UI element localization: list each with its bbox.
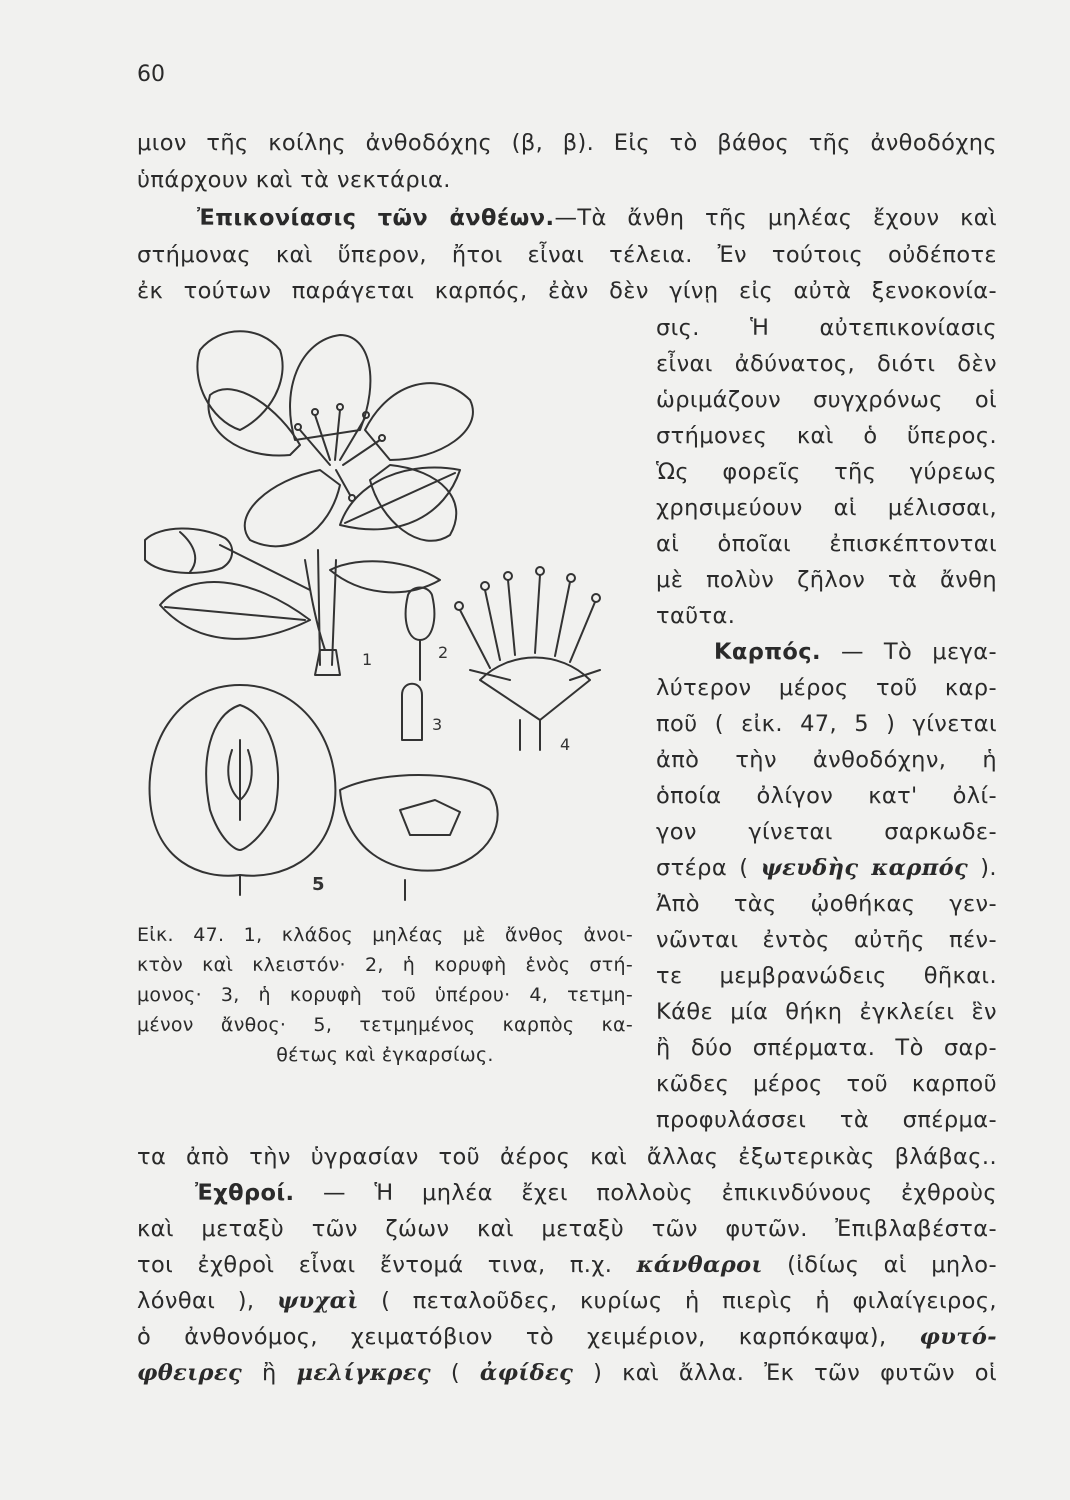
section-heading-pollination: Ἐπικονίασις τῶν ἀνθέων. bbox=[197, 205, 555, 231]
text-line bbox=[656, 853, 997, 883]
text-line bbox=[137, 1286, 997, 1316]
figure-caption-line: μονος· 3, ἡ κορυφὴ τοῦ ὑπέρου· 4, τετμη- bbox=[137, 984, 633, 1006]
fruit-longitudinal-section bbox=[150, 685, 336, 876]
text-line: ἢ δύο σπέρματα. Τὸ σαρ- bbox=[656, 1035, 997, 1061]
text-line: αἱ ὁποῖαι ἐπισκέπτονται bbox=[656, 531, 997, 557]
text-line: ὡριμάζουν συγχρόνως οἱ bbox=[656, 387, 997, 413]
text-line: ποῦ ( εἰκ. 47, 5 ) γίνεται bbox=[656, 711, 997, 737]
term-plant-lice-cont: φθειρες bbox=[137, 1360, 243, 1386]
text-line: τε μεμβρανώδεις θῆκαι. bbox=[656, 963, 997, 989]
flower-petal bbox=[245, 470, 340, 546]
term-aphid-melikres: μελίγκρες bbox=[296, 1360, 431, 1386]
text-line: μιον τῆς κοίλης ἀνθοδόχης (β, β). Εἰς τὸ βάθος τῆς ἀνθοδόχης bbox=[137, 130, 997, 156]
text-line: μὲ πολὺν ζῆλον τὰ ἄνθη bbox=[656, 567, 997, 593]
text-line: Κάθε μία θήκη ἐγκλείει ἓν bbox=[656, 999, 997, 1025]
branch-stem bbox=[305, 550, 336, 665]
text-span: ἢ bbox=[242, 1360, 297, 1386]
flower-petal bbox=[208, 389, 300, 455]
text-line bbox=[137, 1178, 997, 1208]
section-heading-fruit: Καρπός. bbox=[714, 639, 821, 665]
text-span: ( bbox=[430, 1360, 480, 1386]
stamen-tip bbox=[406, 588, 435, 641]
cut-flower bbox=[480, 658, 590, 721]
text-line: στήμονες καὶ ὁ ὕπερος. bbox=[656, 423, 997, 449]
flower-petal bbox=[290, 335, 370, 440]
text-span: ) καὶ ἄλλα. Ἐκ τῶν φυτῶν οἱ bbox=[573, 1360, 997, 1386]
text-line: εἶναι ἀδύνατος, διότι δὲν bbox=[656, 351, 997, 377]
figure-label-5: 5 bbox=[312, 874, 325, 895]
text-line: καὶ μεταξὺ τῶν ζώων καὶ μεταξὺ τῶν φυτῶν. Ἐπιβλαβέστα- bbox=[137, 1216, 997, 1242]
text-span: ὁ ἀνθονόμος, χειματόβιον τὸ χειμέριον, καρπόκαψα), bbox=[137, 1324, 920, 1350]
figure-caption-line: μένον ἄνθος· 5, τετμημένος καρπὸς κα- bbox=[137, 1014, 633, 1036]
text-line: ὑπάρχουν καὶ τὰ νεκτάρια. bbox=[137, 167, 451, 193]
figure-caption-line: Εἰκ. 47. 1, κλάδος μηλέας μὲ ἄνθος ἀνοι- bbox=[137, 924, 633, 946]
text-span: — Ἡ μηλέα ἔχει πολλοὺς ἐπικινδύνους ἐχθροὺς bbox=[294, 1180, 997, 1206]
term-plant-lice: φυτό- bbox=[919, 1324, 997, 1350]
text-span: λόνθαι ), bbox=[137, 1288, 277, 1314]
text-line: νῶνται ἐντὸς αὐτῆς πέν- bbox=[656, 927, 997, 953]
section-heading-enemies: Ἐχθροί. bbox=[195, 1180, 295, 1206]
text-line: σις. Ἡ αὐτεπικονίασις bbox=[656, 315, 997, 341]
text-span: ). bbox=[968, 855, 997, 881]
fruit-cross-section bbox=[340, 775, 498, 871]
figure-apple-flower-fruit bbox=[140, 320, 640, 920]
figure-label-3: 3 bbox=[432, 715, 443, 734]
text-line: στήμονας καὶ ὕπερον, ἤτοι εἶναι τέλεια. Ἐν τούτοις οὐδέποτε bbox=[137, 242, 997, 268]
text-span: ( πεταλοῦδες, κυρίως ἡ πιερὶς ἡ φιλαίγειρος, bbox=[358, 1288, 997, 1314]
flower-petal bbox=[365, 383, 473, 460]
text-line bbox=[137, 203, 997, 233]
page-number: 60 bbox=[137, 62, 165, 87]
text-line: Ἀπὸ τὰς ᾠοθήκας γεν- bbox=[656, 891, 997, 917]
text-span: —Τὰ ἄνθη τῆς μηλέας ἔχουν καὶ bbox=[554, 205, 997, 231]
text-span: στέρα ( bbox=[656, 855, 761, 881]
figure-caption-line: θέτως καὶ ἐγκαρσίως. bbox=[276, 1044, 494, 1066]
text-line: ὁποία ὀλίγον κατ' ὀλί- bbox=[656, 783, 997, 809]
term-pseudo-fruit: ψευδὴς καρπός bbox=[760, 855, 969, 881]
text-line: ἀπὸ τὴν ἀνθοδόχην, ἡ bbox=[656, 747, 997, 773]
term-butterflies: ψυχαὶ bbox=[276, 1288, 359, 1314]
leaf bbox=[160, 582, 310, 639]
figure-label-1: 1 bbox=[362, 650, 373, 669]
figure-caption-line: κτὸν καὶ κλειστόν· 2, ἡ κορυφὴ ἑνὸς στή- bbox=[137, 954, 633, 976]
text-line: λύτερον μέρος τοῦ καρ- bbox=[656, 675, 997, 701]
text-line: γον γίνεται σαρκωδε- bbox=[656, 819, 997, 845]
closed-bud bbox=[145, 528, 232, 572]
text-line bbox=[137, 1250, 997, 1280]
text-line: ἐκ τούτων παράγεται καρπός, ἐὰν δὲν γίνῃ εἰς αὐτὰ ξενοκονία- bbox=[137, 278, 997, 304]
text-line bbox=[137, 1358, 997, 1388]
text-line: κῶδες μέρος τοῦ καρποῦ bbox=[656, 1071, 997, 1097]
figure-label-2: 2 bbox=[438, 643, 449, 662]
text-line: χρησιμεύουν αἱ μέλισσαι, bbox=[656, 495, 997, 521]
text-line bbox=[137, 1322, 997, 1352]
term-aphids: ἀφίδες bbox=[479, 1360, 574, 1386]
text-line: τα ἀπὸ τὴν ὑγρασίαν τοῦ ἀέρος καὶ ἄλλας ἐξωτερικὰς βλάβας.. bbox=[137, 1144, 997, 1170]
text-span: (ἰδίως αἱ μηλο- bbox=[762, 1252, 997, 1278]
term-beetles: κάνθαροι bbox=[636, 1252, 763, 1278]
text-span: τοι ἐχθροὶ εἶναι ἔντομά τινα, π.χ. bbox=[137, 1252, 637, 1278]
text-span: — Τὸ μεγα- bbox=[820, 639, 997, 665]
figure-label-4: 4 bbox=[560, 735, 571, 754]
text-line bbox=[656, 637, 997, 667]
text-line: ταῦτα. bbox=[656, 603, 736, 629]
text-line: προφυλάσσει τὰ σπέρμα- bbox=[656, 1107, 997, 1133]
pistil-tip bbox=[402, 684, 422, 740]
text-line: Ὡς φορεῖς τῆς γύρεως bbox=[656, 459, 997, 485]
